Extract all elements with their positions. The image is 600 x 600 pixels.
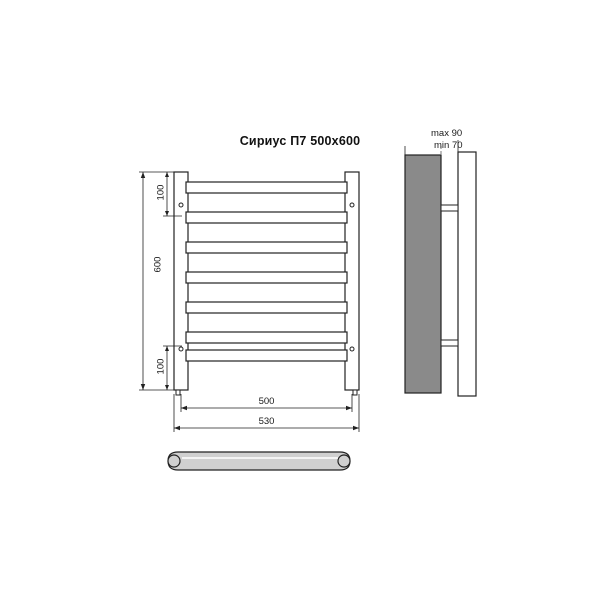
top-view-end-left <box>168 455 180 467</box>
mount-point-top-left <box>179 203 183 207</box>
mount-point-bottom-left <box>179 347 183 351</box>
label-min-70: min 70 <box>434 140 463 151</box>
arrow-height-top <box>141 172 145 178</box>
rail-6 <box>186 332 347 343</box>
mount-point-top-right <box>350 203 354 207</box>
rail-7 <box>186 350 347 361</box>
rail-4 <box>186 272 347 283</box>
arrow-top-spacing-a <box>165 172 169 177</box>
rail-3 <box>186 242 347 253</box>
drawing-title: Сириус П7 500x600 <box>239 134 361 148</box>
side-bracket-top <box>441 205 458 211</box>
side-wall <box>458 152 476 396</box>
label-width-500: 500 <box>258 396 275 407</box>
top-view-group <box>168 452 350 470</box>
label-height-600: 600 <box>152 256 164 273</box>
foot-left <box>176 390 180 395</box>
front-view-group <box>174 172 359 395</box>
arrow-bottom-spacing-b <box>165 385 169 390</box>
side-panel <box>405 155 441 393</box>
rail-1 <box>186 182 347 193</box>
foot-right <box>353 390 357 395</box>
side-bracket-bottom <box>441 340 458 346</box>
mount-point-bottom-right <box>350 347 354 351</box>
side-view-group <box>405 140 476 396</box>
top-view-body <box>168 452 350 470</box>
arrow-top-spacing-b <box>165 211 169 216</box>
rail-2 <box>186 212 347 223</box>
arrow-height-bottom <box>141 384 145 390</box>
label-top-spacing-100: 100 <box>155 184 167 201</box>
label-width-530: 530 <box>258 416 275 427</box>
arrow-bottom-spacing-a <box>165 346 169 351</box>
rail-5 <box>186 302 347 313</box>
top-view-end-right <box>338 455 350 467</box>
label-bottom-spacing-100: 100 <box>155 358 167 375</box>
label-max-90: max 90 <box>431 128 463 139</box>
